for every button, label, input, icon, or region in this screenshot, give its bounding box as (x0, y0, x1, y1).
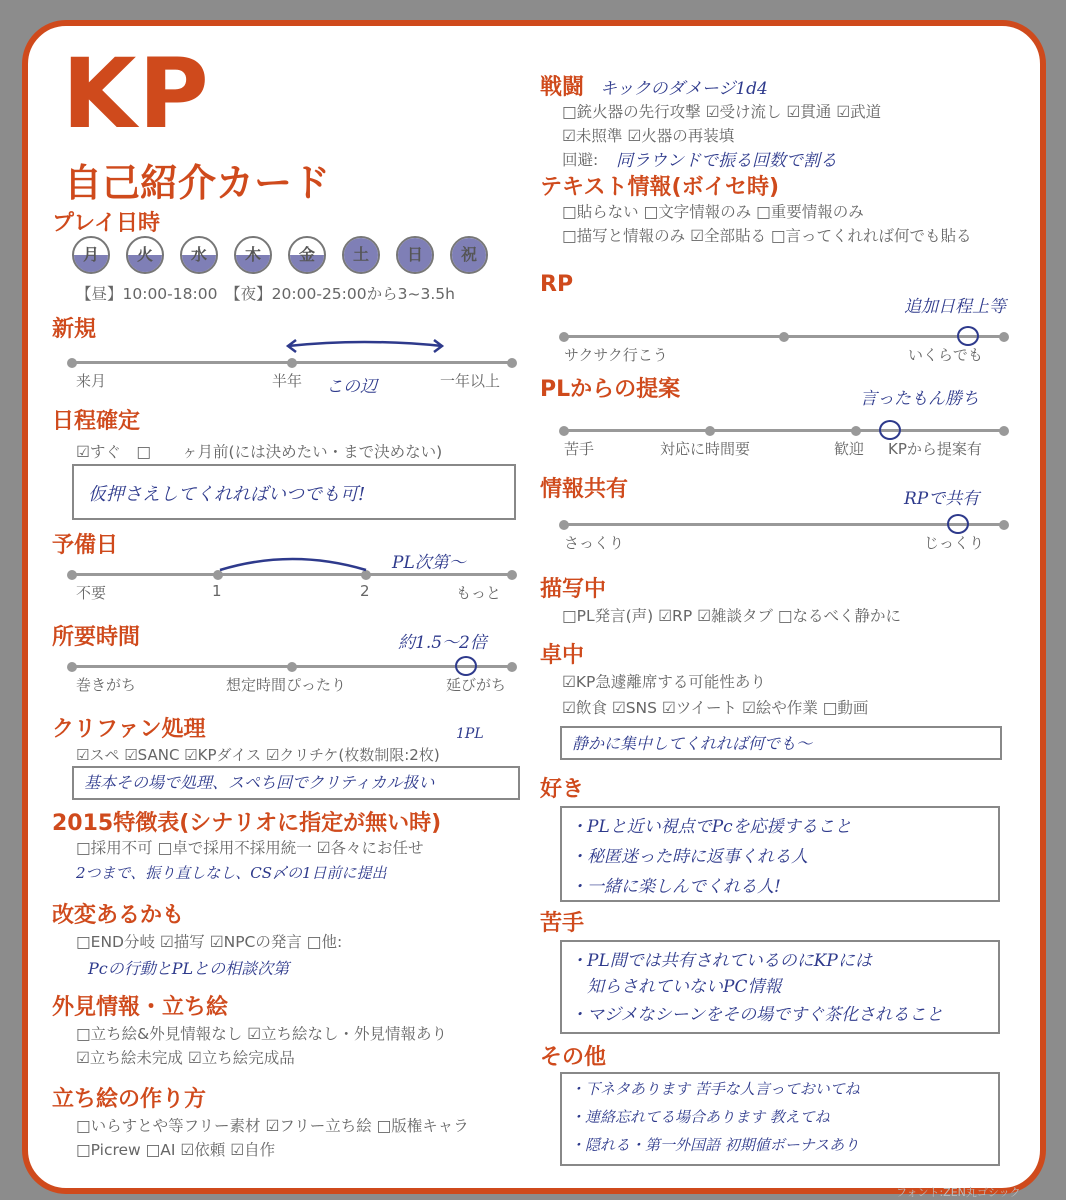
pl-suggest-mark (879, 420, 901, 440)
duration-label-0: 巻きがち (76, 676, 137, 694)
share-label-1: じっくり (924, 534, 985, 552)
play-time-heading: プレイ日時 (52, 211, 161, 236)
dislikes-item: ・マジメなシーンをその場ですぐ茶化されること (570, 1005, 944, 1025)
fumble-options: ☑スペ ☑SANC ☑KPダイス ☑クリチケ(枚数制限:2枚) (76, 746, 440, 764)
duration-heading: 所要時間 (52, 625, 141, 650)
spare-label-2: 2 (360, 582, 370, 600)
rp-tick (559, 332, 569, 342)
rp-label-0: サクサク行こう (564, 346, 668, 364)
other-item: ・隠れる・第一外国語 初期値ボーナスあり (570, 1136, 860, 1154)
modify-heading: 改変あるかも (52, 903, 185, 928)
new-note: この辺 (326, 377, 377, 397)
table-line1: ☑KP急遽離席する可能性あり (562, 673, 766, 691)
day-holiday: 祝 (450, 236, 488, 274)
pl-suggest-tick (559, 426, 569, 436)
font-credit: フォント:ZEN丸ゴシック (896, 1186, 1021, 1199)
combat-line2: ☑未照準 ☑火器の再装填 (562, 127, 735, 145)
table-box-text: 静かに集中してくれれば何でも〜 (572, 734, 813, 753)
other-item: ・連絡忘れてる場合あります 教えてね (570, 1108, 830, 1126)
new-tick (67, 358, 77, 368)
describe-options: □PL発言(声) ☑RP ☑雑談タブ □なるべく静かに (562, 607, 902, 625)
looks-line2: ☑立ち絵未完成 ☑立ち絵完成品 (76, 1049, 295, 1067)
likes-item: ・秘匿迷った時に返事くれる人 (570, 847, 808, 867)
dislikes-item: 知らされていないPC情報 (570, 977, 782, 997)
combat-note: キックのダメージ1d4 (600, 79, 768, 99)
schedule-heading: 日程確定 (52, 409, 141, 434)
share-heading: 情報共有 (540, 477, 629, 502)
pl-suggest-label-2: 歓迎 (834, 440, 865, 458)
likes-item: ・一緒に楽しんでくれる人! (570, 877, 781, 897)
card-title: 自己紹介カード (64, 161, 331, 205)
spare-label-0: 不要 (76, 584, 107, 602)
rp-label-1: いくらでも (908, 346, 983, 364)
pl-suggest-tick (999, 426, 1009, 436)
combat-line1: □銃火器の先行攻撃 ☑受け流し ☑貫通 ☑武道 (562, 103, 882, 121)
new-label-mid: 半年 (272, 372, 303, 390)
duration-tick (507, 662, 517, 672)
table-heading: 卓中 (540, 643, 585, 668)
share-scale-line (564, 523, 1004, 526)
pl-suggest-label-1: 対応に時間要 (660, 440, 751, 458)
rp-tick (779, 332, 789, 342)
combat-heading: 戦闘 (540, 75, 585, 100)
traits-heading: 2015特徴表(シナリオに指定が無い時) (52, 811, 442, 836)
fumble-box-text: 基本その場で処理、スペち回でクリティカル扱い (84, 773, 435, 792)
pl-suggest-tick (851, 426, 861, 436)
day-sun: 日 (396, 236, 434, 274)
pl-suggest-tick (705, 426, 715, 436)
pl-suggest-heading: PLからの提案 (540, 377, 681, 402)
modify-note: Pcの行動とPLとの相談次第 (88, 959, 290, 978)
new-range-arrow (284, 334, 450, 354)
day-fri: 金 (288, 236, 326, 274)
new-label-right: 一年以上 (440, 372, 501, 390)
looks-heading: 外見情報・立ち絵 (52, 995, 229, 1020)
duration-tick (67, 662, 77, 672)
spare-arc (216, 552, 372, 576)
combat-dodge-note: 同ラウンドで振る回数で割る (616, 151, 837, 171)
art-line2: □Picrew □AI ☑依頼 ☑自作 (76, 1141, 276, 1159)
new-tick (507, 358, 517, 368)
schedule-box-text: 仮押さえしてくれればいつでも可! (88, 484, 366, 505)
pl-suggest-label-3: KPから提案有 (888, 440, 982, 458)
spare-heading: 予備日 (52, 533, 119, 558)
share-tick (999, 520, 1009, 530)
likes-heading: 好き (540, 777, 585, 802)
rp-mark (957, 326, 979, 346)
art-heading: 立ち絵の作り方 (52, 1087, 207, 1112)
duration-tick (287, 662, 297, 672)
traits-note: 2つまで、振り直しなし、CS〆の1日前に提出 (76, 864, 387, 882)
spare-label-3: もっと (456, 584, 502, 602)
pl-suggest-scale-line (564, 429, 1004, 432)
new-heading: 新規 (52, 317, 97, 342)
dislikes-item: ・PL間では共有されているのにKPには (570, 951, 872, 971)
other-item: ・下ネタあります 苦手な人言っておいてね (570, 1080, 860, 1098)
text-info-line2: □描写と情報のみ ☑全部貼る □言ってくれれば何でも貼る (562, 227, 972, 245)
dislikes-heading: 苦手 (540, 911, 585, 936)
duration-note: 約1.5〜2倍 (398, 633, 487, 653)
pl-suggest-label-0: 苦手 (564, 440, 595, 458)
day-thu: 木 (234, 236, 272, 274)
pl-suggest-note: 言ったもん勝ち (860, 389, 979, 409)
rp-note: 追加日程上等 (904, 297, 1006, 317)
text-info-heading: テキスト情報(ボイセ時) (540, 175, 780, 200)
combat-dodge-label: 回避: (562, 151, 599, 169)
share-mark (947, 514, 969, 534)
modify-options: □END分岐 ☑描写 ☑NPCの発言 □他: (76, 933, 343, 951)
new-label-left: 来月 (76, 372, 107, 390)
share-tick (559, 520, 569, 530)
schedule-options: ☑すぐ □ ヶ月前(には決めたい・まで決めない) (76, 443, 443, 461)
new-tick (287, 358, 297, 368)
day-mon: 月 (72, 236, 110, 274)
duration-label-2: 延びがち (446, 676, 507, 694)
kp-logo: KP (62, 38, 211, 150)
spare-tick (67, 570, 77, 580)
share-note: RPで共有 (904, 489, 980, 509)
duration-mark (455, 656, 477, 676)
day-tue: 火 (126, 236, 164, 274)
spare-tick (507, 570, 517, 580)
table-line2: ☑飲食 ☑SNS ☑ツイート ☑絵や作業 □動画 (562, 699, 869, 717)
fumble-note: 1PL (456, 726, 484, 742)
rp-heading: RP (540, 272, 574, 297)
describe-heading: 描写中 (540, 577, 607, 602)
spare-label-1: 1 (212, 582, 222, 600)
looks-line1: □立ち絵&外見情報なし ☑立ち絵なし・外見情報あり (76, 1025, 448, 1043)
text-info-line1: □貼らない □文字情報のみ □重要情報のみ (562, 203, 864, 221)
duration-label-1: 想定時間ぴったり (226, 676, 347, 694)
fumble-heading: クリファン処理 (52, 717, 206, 742)
likes-item: ・PLと近い視点でPcを応援すること (570, 817, 852, 837)
traits-options: □採用不可 □卓で採用不採用統一 ☑各々にお任せ (76, 839, 424, 857)
day-sat: 土 (342, 236, 380, 274)
art-line1: □いらすとや等フリー素材 ☑フリー立ち絵 □版権キャラ (76, 1117, 469, 1135)
day-wed: 水 (180, 236, 218, 274)
share-label-0: さっくり (564, 534, 625, 552)
play-times: 【昼】10:00-18:00 【夜】20:00-25:00から3~3.5h (76, 285, 455, 303)
spare-note: PL次第〜 (392, 553, 466, 573)
other-heading: その他 (540, 1045, 607, 1070)
rp-tick (999, 332, 1009, 342)
